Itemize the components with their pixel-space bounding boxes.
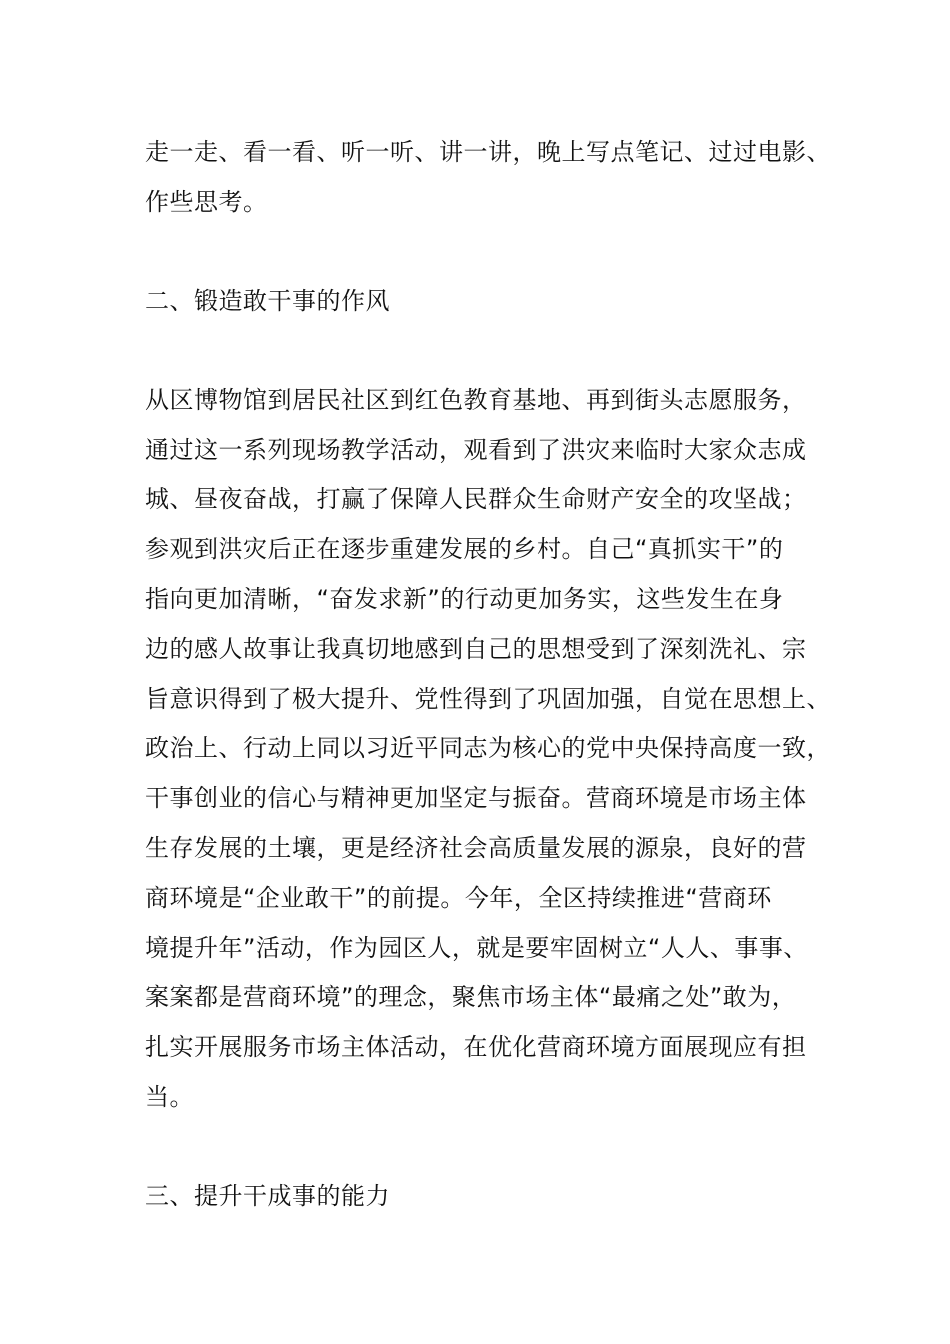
paragraph-line: 干事创业的信心与精神更加坚定与振奋。营商环境是市场主体 [145, 784, 807, 812]
paragraph-line: 指向更加清晰，“奋发求新”的行动更加务实，这些发生在身 [145, 585, 784, 613]
paragraph-line: 城、昼夜奋战，打赢了保障人民群众生命财产安全的攻坚战； [145, 485, 807, 513]
paragraph-line: 走一走、看一看、听一听、讲一讲，晚上写点笔记、过过电影、 [145, 138, 831, 166]
section-heading: 二、锻造敢干事的作风 [145, 287, 390, 315]
paragraph-line: 通过这一系列现场教学活动，观看到了洪灾来临时大家众志成 [145, 436, 807, 464]
paragraph-line: 生存发展的土壤，更是经济社会高质量发展的源泉，良好的营 [145, 834, 807, 862]
paragraph-line: 当。 [145, 1083, 194, 1111]
paragraph-line: 边的感人故事让我真切地感到自己的思想受到了深刻洗礼、宗 [145, 635, 807, 663]
paragraph-line: 作些思考。 [145, 188, 268, 216]
paragraph-line: 案案都是营商环境”的理念，聚焦市场主体“最痛之处”敢为， [145, 983, 797, 1011]
paragraph-line: 境提升年”活动，作为园区人，就是要牢固树立“人人、事事、 [145, 934, 808, 962]
section-heading: 三、提升干成事的能力 [145, 1182, 390, 1210]
paragraph-line: 参观到洪灾后正在逐步重建发展的乡村。自己“真抓实干”的 [145, 535, 784, 563]
paragraph-line: 从区博物馆到居民社区到红色教育基地、再到街头志愿服务， [145, 386, 807, 414]
paragraph-line: 商环境是“企业敢干”的前提。今年，全区持续推进“营商环 [145, 884, 772, 912]
paragraph-line: 政治上、行动上同以习近平同志为核心的党中央保持高度一致， [145, 734, 831, 762]
paragraph-line: 旨意识得到了极大提升、党性得到了巩固加强，自觉在思想上、 [145, 685, 831, 713]
paragraph-line: 扎实开展服务市场主体活动，在优化营商环境方面展现应有担 [145, 1033, 807, 1061]
